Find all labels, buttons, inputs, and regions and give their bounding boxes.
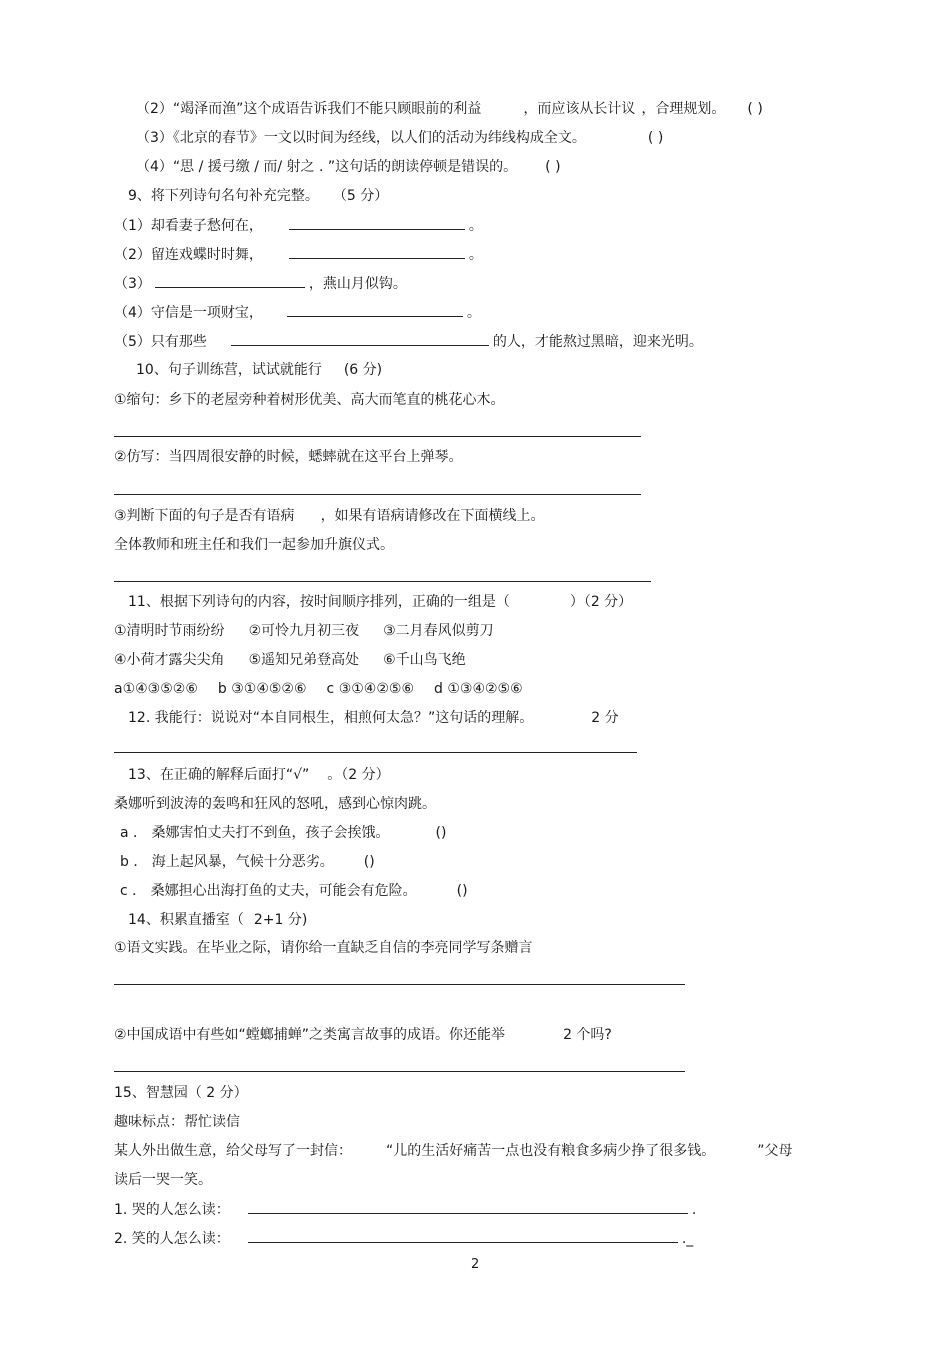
judge-item-2: （2）“竭泽而渔”这个成语告诉我们不能只顾眼前的利益 ，而应该从长计议 ，合理规划。 ( ) — [136, 101, 763, 117]
answer-paren[interactable]: ( ) — [545, 159, 561, 175]
q11-title: 11、根据下列诗句的内容，按时间顺序排列，正确的一组是（ ）（2 分） — [128, 594, 633, 610]
q10-s2: ②仿写：当四周很安静的时候，蟋蟀就在这平台上弹琴。 — [114, 449, 463, 465]
q15-title: 15、智慧园（ 2 分） — [114, 1085, 248, 1101]
answer-line[interactable] — [114, 494, 641, 495]
answer-line[interactable] — [114, 436, 641, 437]
option-d[interactable]: d ①③④②⑤⑥ — [434, 681, 523, 697]
q13-option-c: c ． 桑娜担心出海打鱼的丈夫，可能会有危险。 () — [120, 883, 468, 899]
q9-title: 9、将下列诗句名句补充完整。 （5 分） — [128, 188, 389, 204]
answer-paren[interactable]: () — [435, 825, 447, 841]
q13-title: 13、在正确的解释后面打“√” 。（2 分） — [128, 767, 390, 783]
option-b[interactable]: b ③①④⑤②⑥ — [217, 681, 307, 697]
fill-blank[interactable] — [231, 331, 489, 346]
answer-line[interactable] — [114, 581, 651, 582]
fill-blank[interactable] — [248, 1228, 678, 1243]
answer-line[interactable] — [114, 984, 685, 985]
fill-blank[interactable] — [155, 273, 305, 288]
q9-item-1: （1）却看妻子愁何在， 。 — [114, 215, 483, 236]
q15-answer-2: 2. 笑的人怎么读： ._ — [114, 1228, 693, 1249]
q15-passage-2: 读后一哭一笑。 — [114, 1172, 212, 1188]
answer-paren[interactable]: ( ) — [647, 130, 664, 146]
q13-option-b: b ． 海上起风暴，气候十分恶劣。 () — [120, 854, 375, 870]
answer-paren[interactable]: () — [456, 883, 468, 899]
option-c[interactable]: c ③①④②⑤⑥ — [326, 681, 414, 697]
answer-line[interactable] — [114, 752, 637, 753]
fill-blank[interactable] — [287, 302, 463, 317]
answer-line[interactable] — [114, 1071, 685, 1072]
q11-options — [114, 679, 523, 699]
q14-s2: ②中国成语中有些如“螳螂捕蝉”之类寓言故事的成语。你还能举 2 个吗? — [114, 1027, 612, 1043]
fill-blank[interactable] — [289, 215, 465, 230]
q10-title: 10、句子训练营，试试就能行 (6 分) — [136, 362, 383, 378]
judge-item-3: （3）《北京的春节》一文以时间为经线，以人们的活动为纬线构成全文。 ( ) — [136, 130, 664, 146]
q14-title: 14、积累直播室（ 2+1 分) — [128, 912, 308, 928]
q13-option-a: a ． 桑娜害怕丈夫打不到鱼，孩子会挨饿。 () — [120, 825, 447, 841]
q15-passage-1: 某人外出做生意，给父母写了一封信： “儿的生活好痛苦一点也没有粮食多病少挣了很多钱。 ”父母 — [114, 1143, 793, 1159]
q10-s1: ①缩句：乡下的老屋旁种着树形优美、高大而笔直的桃花心木。 — [114, 392, 505, 408]
q9-item-3: （3） ，燕山月似钩。 — [114, 273, 407, 294]
q15-subtitle: 趣味标点：帮忙读信 — [114, 1114, 240, 1130]
page-number: 2 — [471, 1257, 480, 1272]
q9-item-5: （5）只有那些 的人，才能熬过黑暗，迎来光明。 — [114, 331, 703, 352]
answer-paren[interactable]: () — [363, 854, 375, 870]
judge-item-4: （4）“思 / 援弓缴 / 而/ 射之 . ”这句话的朗读停顿是错误的。 ( ) — [136, 159, 561, 175]
q11-row2: ④小荷才露尖尖角 ⑤遥知兄弟登高处 ⑥千山鸟飞绝 — [114, 652, 466, 668]
q9-item-2: （2）留连戏蝶时时舞， 。 — [114, 244, 483, 265]
q14-s1: ①语文实践。在毕业之际，请你给一直缺乏自信的李亮同学写条赠言 — [114, 940, 533, 956]
q10-s3-sentence: 全体教师和班主任和我们一起参加升旗仪式。 — [114, 537, 394, 553]
q12-title: 12. 我能行：说说对“本自同根生，相煎何太急？”这句话的理解。 2 分 — [128, 710, 619, 726]
q13-stem: 桑娜听到波涛的轰鸣和狂风的怒吼，感到心惊肉跳。 — [114, 796, 436, 812]
fill-blank[interactable] — [248, 1199, 688, 1214]
fill-blank[interactable] — [289, 244, 465, 259]
q15-answer-1: 1. 哭的人怎么读： . — [114, 1199, 696, 1220]
answer-paren[interactable]: ( ) — [747, 101, 763, 117]
q10-s3: ③判断下面的句子是否有语病 ，如果有语病请修改在下面横线上。 — [114, 508, 545, 524]
q11-row1: ①清明时节雨纷纷 ②可怜九月初三夜 ③二月春风似剪刀 — [114, 623, 494, 639]
option-a[interactable]: a①④③⑤②⑥ — [114, 681, 198, 697]
q9-item-4: （4）守信是一项财宝， 。 — [114, 302, 481, 323]
